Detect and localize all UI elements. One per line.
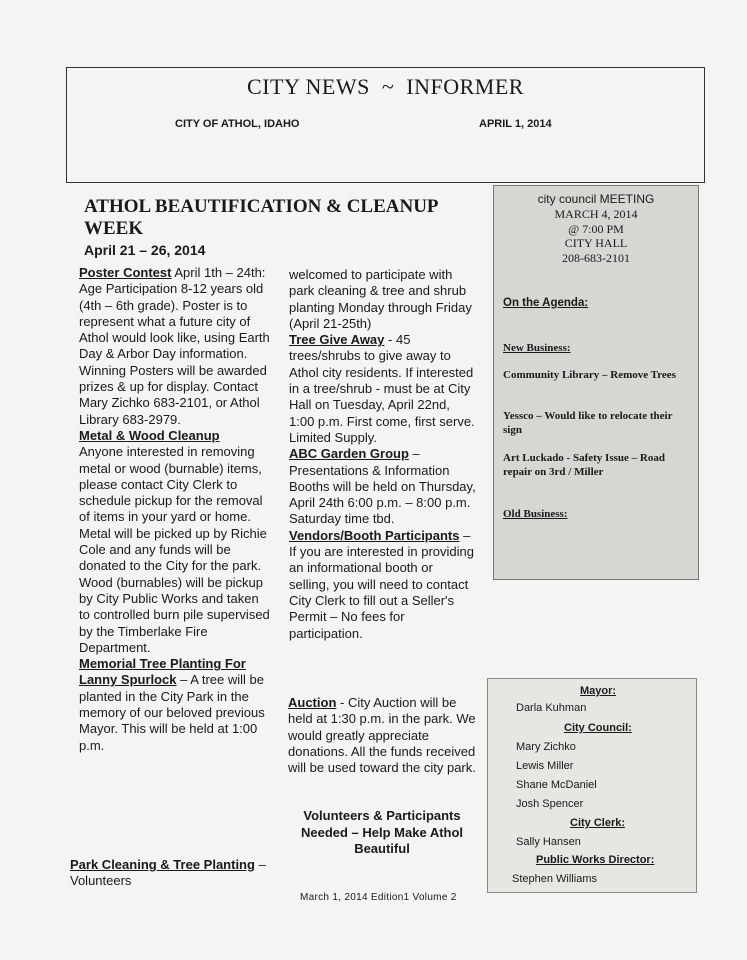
- article-headline: ATHOL BEAUTIFICATION & CLEANUP WEEK: [84, 196, 438, 239]
- auction-text: - City Auction will be held at 1:30 p.m. in the park. We would greatly appreciate donations. All the funds received will be used toward the city park.: [288, 695, 476, 776]
- issue-date: APRIL 1, 2014: [479, 118, 552, 130]
- council-heading: city council MEETING: [537, 192, 655, 206]
- auction-section: [288, 695, 476, 776]
- memorial-tree-heading: Memorial Tree Planting For Lanny Spurlock: [79, 656, 246, 688]
- edition-footer: March 1, 2014 Edition1 Volume 2: [300, 892, 457, 903]
- city-name: CITY OF ATHOL, IDAHO: [175, 118, 300, 130]
- meeting-time: @ 7:00 PM: [568, 221, 624, 236]
- meeting-place: CITY HALL: [564, 236, 628, 250]
- auction-heading: Auction: [288, 695, 337, 710]
- council-member: Mary Zichko: [516, 741, 576, 753]
- city-officials-box: [487, 678, 697, 893]
- metal-wood-heading: Metal & Wood Cleanup: [79, 427, 220, 443]
- old-business-label: Old Business:: [503, 508, 568, 520]
- council-details: [494, 207, 698, 265]
- city-clerk-name: Sally Hansen: [516, 836, 581, 848]
- agenda-label: On the Agenda:: [503, 297, 589, 309]
- public-works-label: Public Works Director:: [536, 854, 655, 866]
- meeting-date: MARCH 4, 2014: [554, 207, 638, 221]
- masthead-box: [66, 67, 705, 183]
- vendors-text: – If you are interested in providing an informational booth or selling, you will need to contact City Clerk to fill out a Seller's Permit – No fees for participation.: [289, 527, 474, 641]
- council-member: Josh Spencer: [516, 798, 584, 810]
- tree-giveaway-heading: Tree Give Away: [289, 332, 385, 348]
- vendors-heading: Vendors/Booth Participants: [289, 527, 460, 543]
- article-column-1: [79, 265, 273, 754]
- agenda-item-yessco: Yessco – Would like to relocate their sign: [503, 410, 673, 436]
- agenda-item-library: Community Library – Remove Trees: [503, 369, 676, 381]
- new-business-label: New Business:: [503, 342, 571, 354]
- council-member: Lewis Miller: [516, 760, 574, 772]
- poster-contest-heading: Poster Contest: [79, 265, 172, 280]
- mayor-label: Mayor:: [580, 685, 617, 697]
- park-cleaning-text: – Volunteers: [70, 857, 266, 889]
- memorial-tree-text: – A tree will be planted in the City Park in the memory of our beloved previous Mayor. This will be held at 1:00 p.m.: [79, 672, 265, 753]
- public-works-name: Stephen Williams: [512, 873, 597, 885]
- park-cleaning-heading: Park Cleaning & Tree Planting: [70, 857, 255, 872]
- council-meeting-box: [493, 185, 699, 580]
- abc-garden-text: – Presentations & Information Booths will be held on Thursday, April 24th 6:00 p.m. – 8:00 p.m. Saturday time tbd.: [289, 446, 476, 527]
- article-column-2: [289, 267, 476, 642]
- park-cleaning-section: [70, 857, 275, 890]
- event-dates: April 21 – 26, 2014: [84, 242, 206, 258]
- metal-wood-text: Anyone interested in removing metal or wood (burnable) items, please contact City Clerk to schedule pickup for the removal of items in your yard or home. Metal will be picked up by Richie Cole and any funds will be donated to the City for the park. Wood (burnables) will be pickup by City Public Works and taken to controlled burn pile supervised by the Timberlake Fire Department.: [79, 444, 270, 655]
- tree-giveaway-text: - 45 trees/shrubs to give away to Athol city residents. If interested in a tree/shrub - must be at City Hall on Tuesday, April 22nd, 1:00 p.m. First come, first serve. Limited Supply.: [289, 332, 475, 445]
- agenda-item-road-repair: Art Luckado - Safety Issue – Road repair on 3rd / Miller: [503, 452, 665, 478]
- poster-contest-text: April 1th – 24th: Age Participation 8-12 years old (4th – 6th grade). Poster is to represent what a future city of Athol would look like, using Earth Day & Arbor Day information. Winning Posters will be awarded prizes & up for display. Contact Mary Zichko 683-2101, or Athol Library 683-2979.: [79, 265, 270, 427]
- meeting-phone: 208-683-2101: [562, 250, 630, 265]
- volunteers-callout: Volunteers & Participants Needed – Help Make Athol Beautiful: [300, 808, 464, 856]
- newsletter-title: CITY NEWS ~ INFORMER: [247, 74, 524, 99]
- abc-garden-heading: ABC Garden Group: [289, 446, 409, 462]
- city-council-label: City Council:: [564, 722, 632, 734]
- council-member: Shane McDaniel: [516, 779, 597, 791]
- city-clerk-label: City Clerk:: [570, 817, 626, 829]
- mayor-name: Darla Kuhman: [516, 702, 587, 714]
- park-cleaning-continued: welcomed to participate with park cleaning & tree and shrub planting Monday through Friday (April 21-25th): [289, 267, 472, 331]
